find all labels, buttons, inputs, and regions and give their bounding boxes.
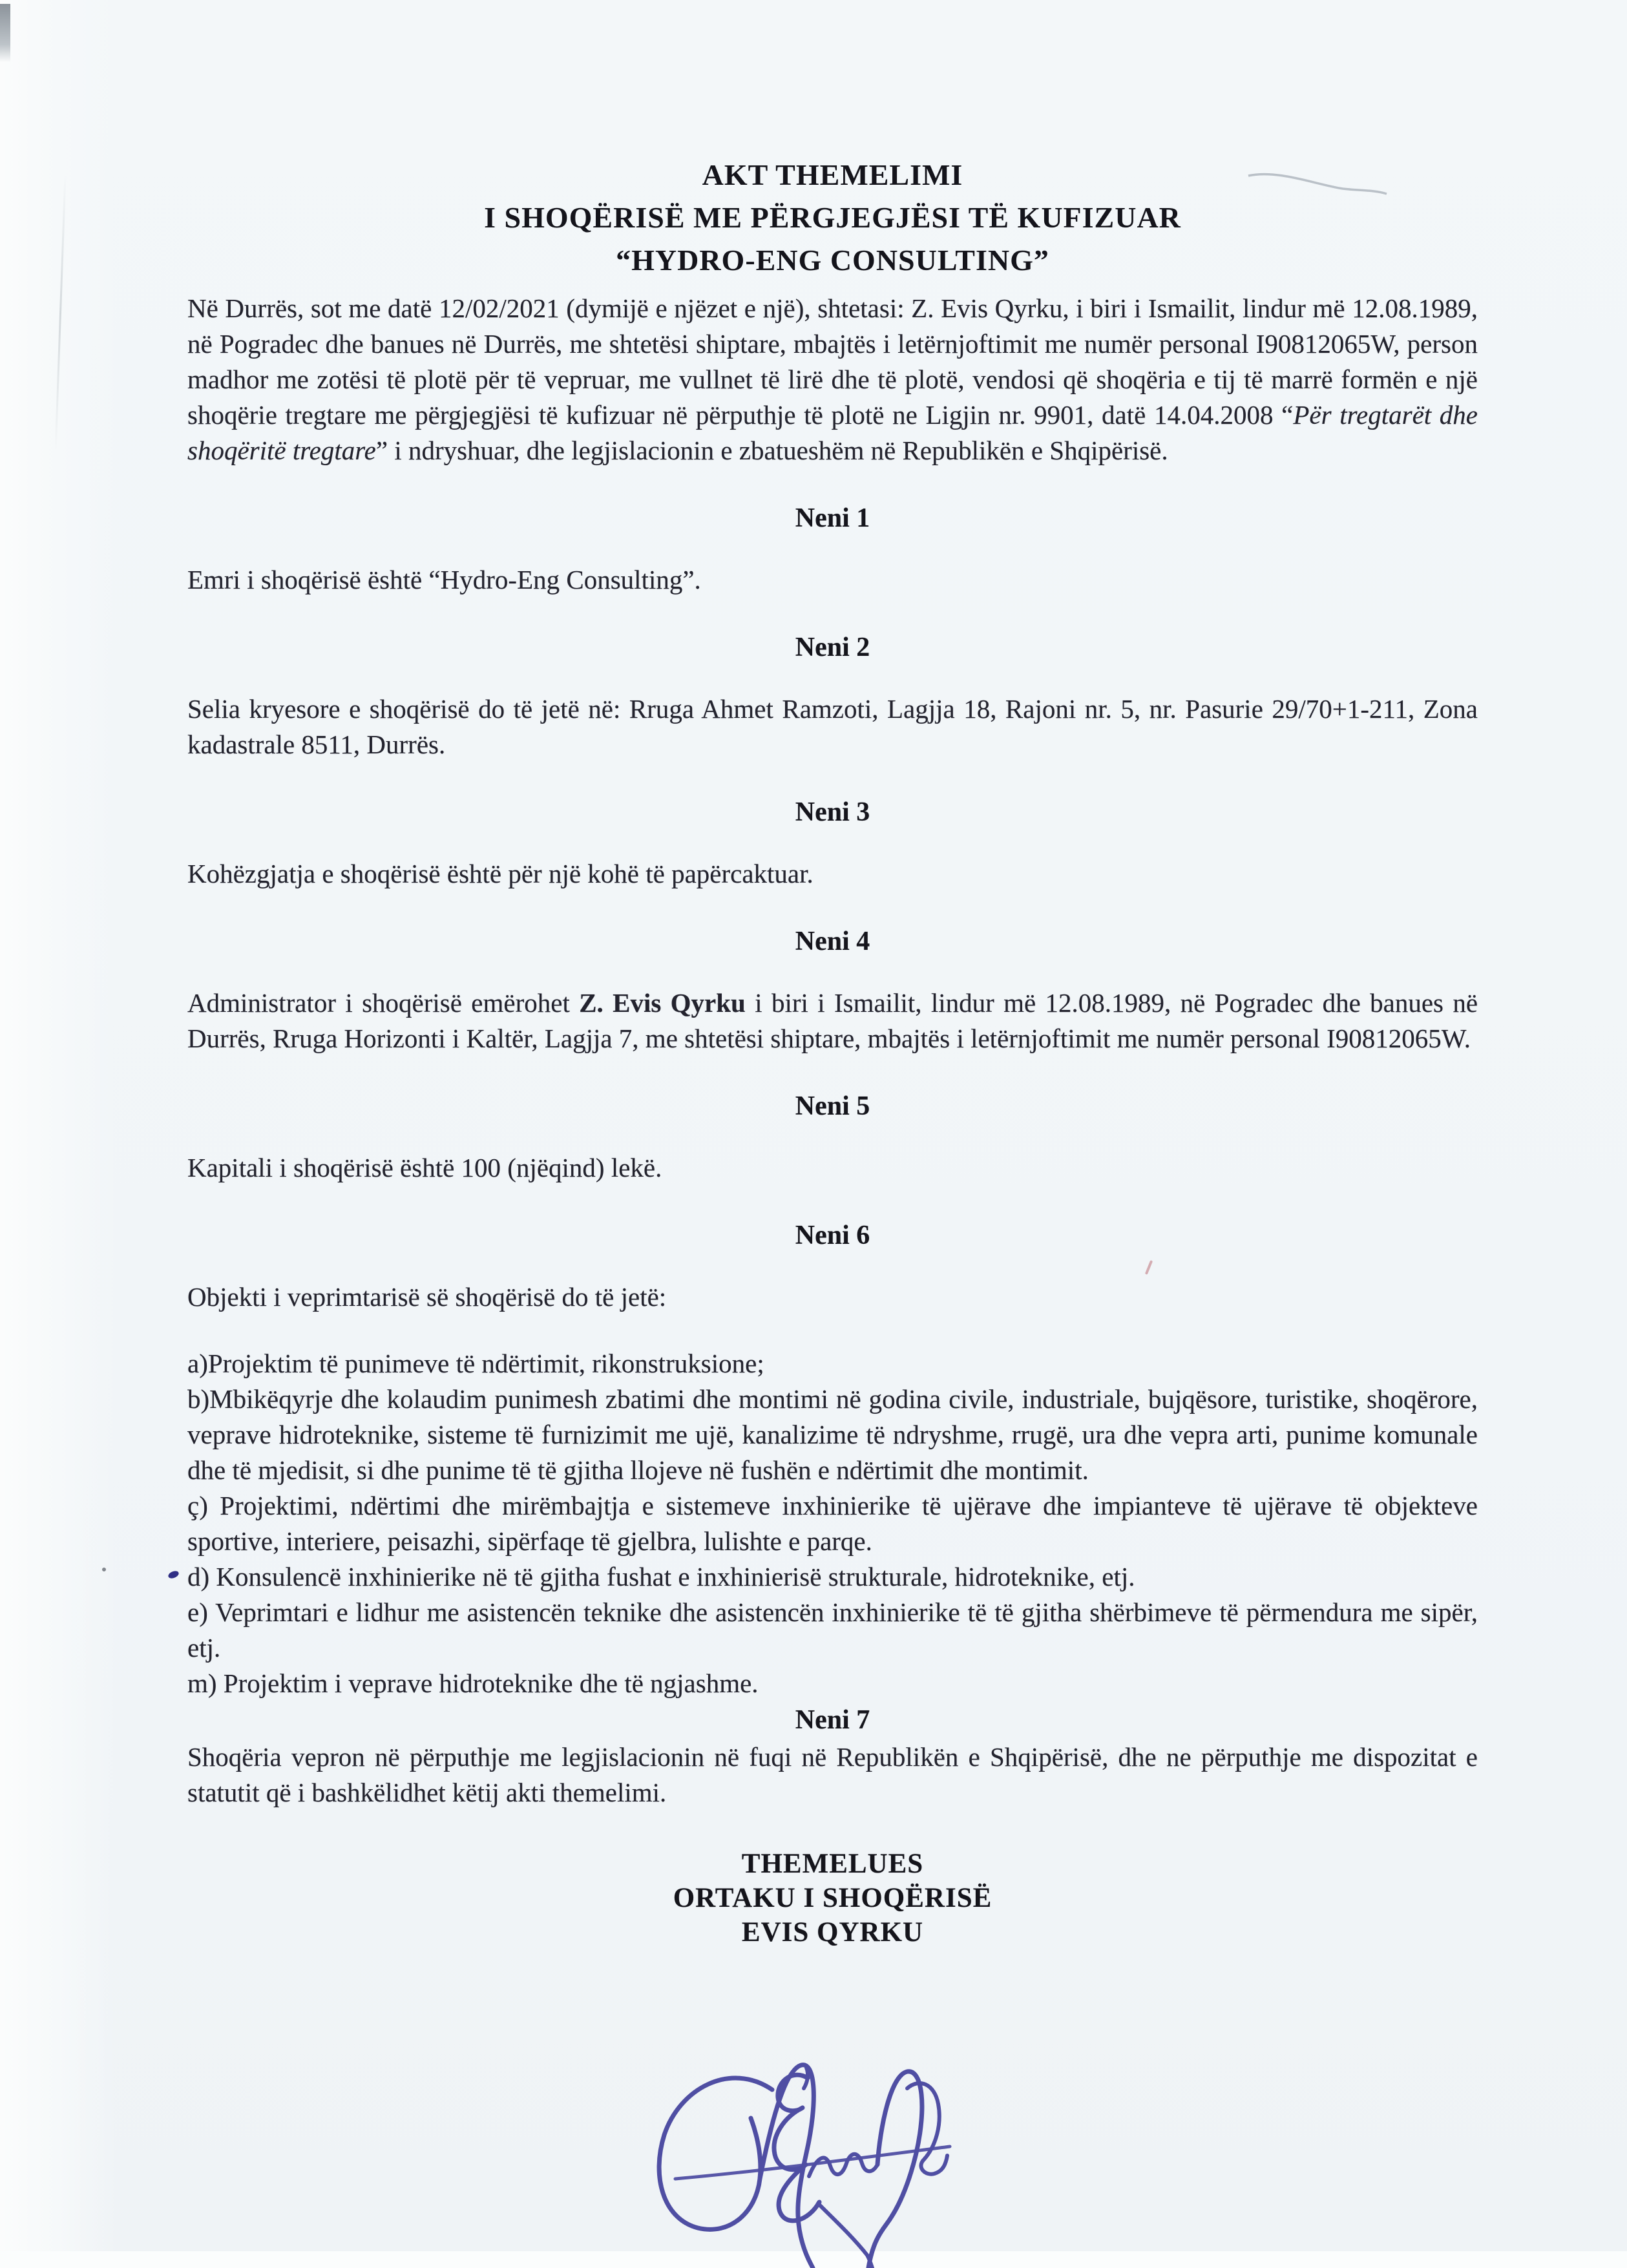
signoff-line-ortaku: ORTAKU I SHOQËRISË <box>673 1883 992 1913</box>
activity-item-m: m) Projektim i veprave hidroteknike dhe të ngjashme. <box>187 1668 759 1698</box>
article-body-neni-2: Selia kryesore e shoqërisë do të jetë në: Rruga Ahmet Ramzoti, Lagjja 18, Rajoni nr. 5, nr. Pasurie 29/70+1-211, Zona kadastrale 8511, Durrës. <box>187 694 1478 759</box>
activity-item-b: b)Mbikëqyrje dhe kolaudim punimesh zbatimi dhe montimi në godina civile, industriale, bujqësore, turistike, shoqërore, veprave hidroteknike, sisteme të furnizimit me ujë, kanalizime të ndryshme, rrugë, ura dhe vepra arti, punime komunale dhe të mjedisit, si dhe punime të të gjitha llojeve në fushën e ndërtimit dhe montimit. <box>187 1384 1478 1485</box>
title-line-company-form: I SHOQËRISË ME PËRGJEGJËSI TË KUFIZUAR <box>484 201 1181 234</box>
activity-item-a: a)Projektim të punimeve të ndërtimit, rikonstruksione; <box>187 1349 764 1378</box>
article-body-neni-5: Kapitali i shoqërisë është 100 (njëqind) lekë. <box>187 1153 662 1182</box>
scan-dot-mark <box>102 1568 106 1571</box>
article-body-neni-7: Shoqëria vepron në përputhje me legjislacionin në fuqi në Republikën e Shqipërisë, dhe ne përputhje me dispozitat e statutit që i bashkëlidhet këtij akti themelimi. <box>187 1742 1478 1807</box>
article-body-neni-4 <box>187 985 1478 1056</box>
activity-item-e: e) Veprimtari e lidhur me asistencën teknike dhe asistencën inxhinierike të të gjitha shërbimeve të përmendura me sipër, etj. <box>187 1597 1478 1663</box>
intro-law-title-italic: Për tregtarët dhe shoqëritë tregtare <box>187 400 1478 465</box>
article-body-neni-1: Emri i shoqërisë është “Hydro-Eng Consulting”. <box>187 565 701 594</box>
scan-corner-mark <box>0 4 10 62</box>
intro-paragraph <box>187 291 1478 468</box>
activity-item-d: d) Konsulencë inxhinierike në të gjitha fushat e inxhinierisë strukturale, hidroteknike, etj. <box>187 1562 1135 1591</box>
title-line-company-name: “HYDRO-ENG CONSULTING” <box>616 244 1049 277</box>
neni4-administrator-name: Z. Evis Qyrku <box>579 988 746 1018</box>
signoff-line-themelues: THEMELUES <box>741 1849 924 1879</box>
article-heading-neni-2: Neni 2 <box>795 633 870 662</box>
article-heading-neni-6: Neni 6 <box>795 1221 870 1250</box>
article-body-neni-3: Kohëzgjatja e shoqërisë është për një kohë të papërcaktuar. <box>187 859 814 888</box>
article-body-neni-6: Objekti i veprimtarisë së shoqërisë do të jetë: <box>187 1282 667 1312</box>
intro-text-after-law: ” i ndryshuar, dhe legjislacionin e zbatueshëm në Republikën e Shqipërisë. <box>375 436 1168 465</box>
neni4-text-after-name: i biri i Ismailit, lindur më 12.08.1989, në Pogradec dhe banues në Durrës, Rruga Horizonti i Kaltër, Lagjja 7, me shtetësi shiptare, mbajtës i letërnjoftimit me numër personal I90812065W. <box>187 988 1478 1053</box>
neni4-text-before-name: Administrator i shoqërisë emërohet <box>187 988 580 1018</box>
signoff-block <box>187 1847 1478 1949</box>
signoff-line-signer-name: EVIS QYRKU <box>741 1917 924 1948</box>
article-heading-neni-3: Neni 3 <box>795 797 870 827</box>
article-heading-neni-1: Neni 1 <box>795 503 870 533</box>
article-heading-neni-7: Neni 7 <box>795 1705 870 1735</box>
activity-items-list <box>187 1346 1478 1701</box>
title-line-act: AKT THEMELIMI <box>702 158 963 191</box>
article-heading-neni-4: Neni 4 <box>795 927 870 956</box>
document-body <box>187 0 1478 1949</box>
intro-text-before-law: Në Durrës, sot me datë 12/02/2021 (dymijë e njëzet e një), shtetasi: Z. Evis Qyrku, i biri i Ismailit, lindur më 12.08.1989, në Pogradec dhe banues në Durrës, me shtetësi shiptare, mbajtës i letërnjoftimit me numër personal I90812065W, person madhor me zotësi të plotë për të vepruar, me vullnet të lirë dhe të plotë, vendosi që shoqëria e tij të marrë formën e një shoqërie tregtare me përgjegjësi të kufizuar në përputhje të plotë ne Ligjin nr. 9901, datë 14.04.2008 “ <box>187 293 1478 430</box>
article-heading-neni-5: Neni 5 <box>795 1091 870 1121</box>
ink-dot-mark <box>167 1570 180 1580</box>
document-title <box>187 0 1478 282</box>
evis-qyrku-signature <box>640 2050 1002 2268</box>
activity-item-c: ç) Projektimi, ndërtimi dhe mirëmbajtja e sistemeve inxhinierike të ujërave dhe impianteve të ujërave të objekteve sportive, interiere, peisazhi, sipërfaqe të gjelbra, lulishte e parqe. <box>187 1491 1478 1556</box>
